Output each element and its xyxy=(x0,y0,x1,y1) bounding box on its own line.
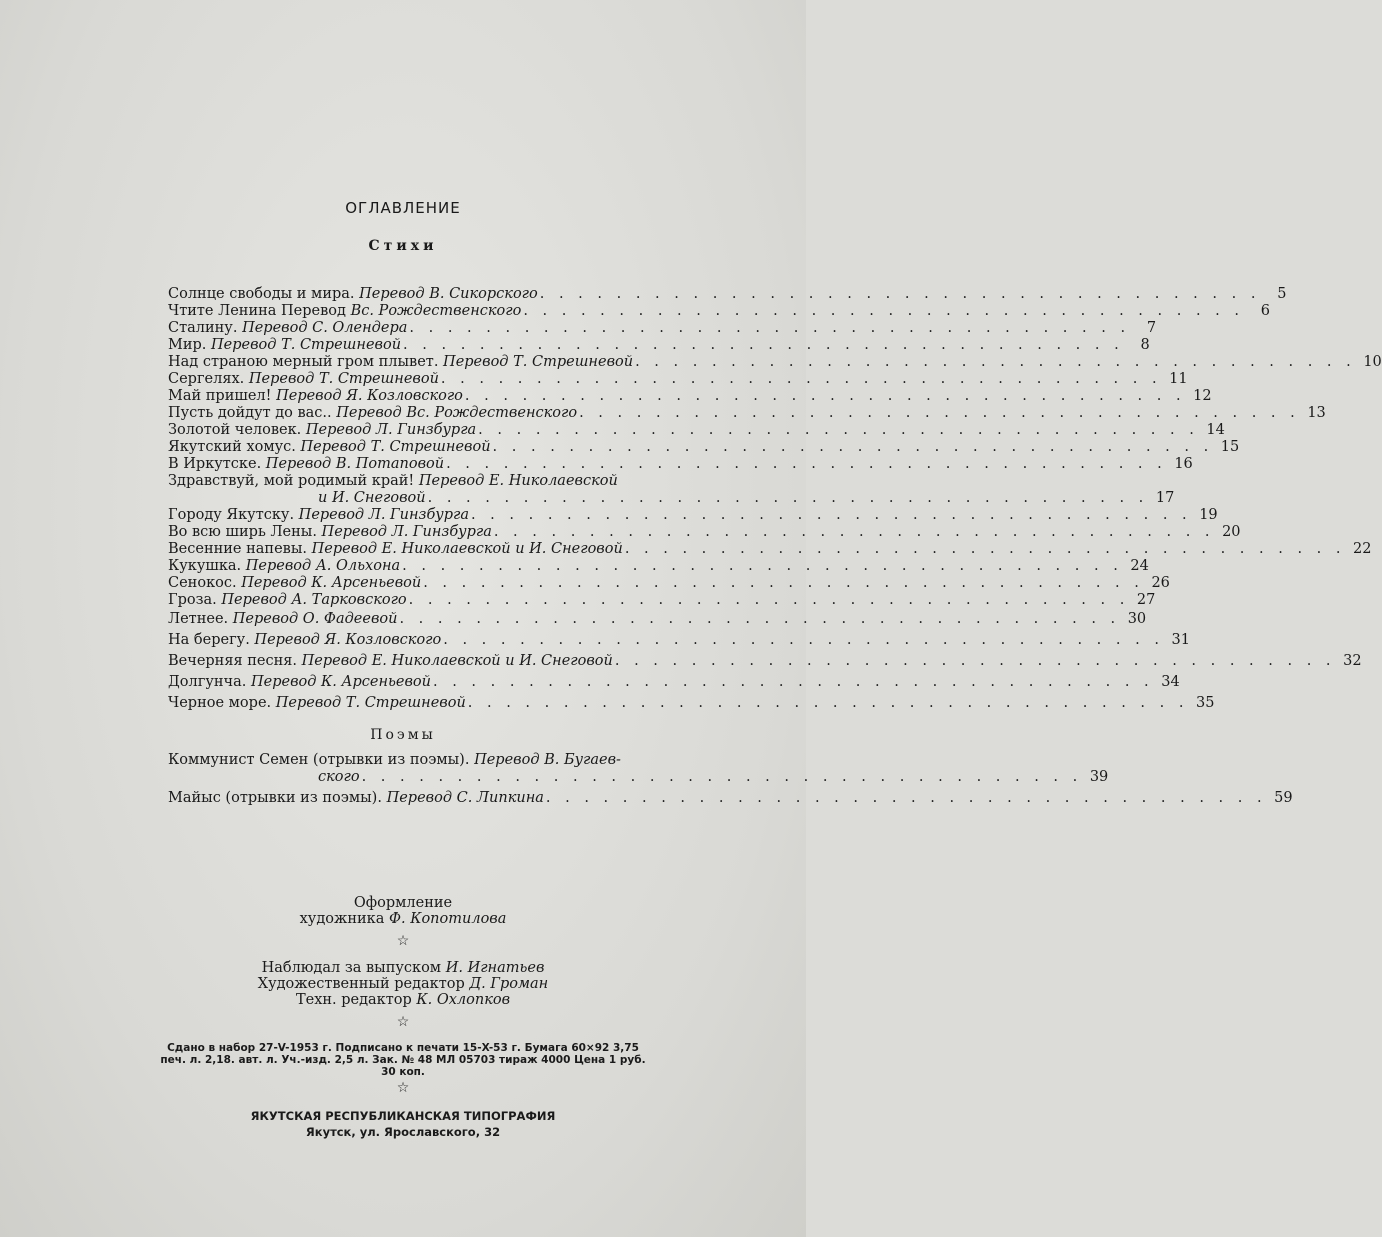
dot-leader: . . . . . . . . . . . . . . . . . . . . . . . . . . . . . . . . . . . . . . xyxy=(402,558,1123,574)
dot-leader: . . . . . . . . . . . . . . . . . . . . . . . . . . . . . . . . . . . . . . xyxy=(464,388,1186,404)
editors-credit xyxy=(0,960,806,1030)
toc-entry xyxy=(168,354,1382,371)
toc-entry-title: Мир. xyxy=(168,337,207,353)
page-number: 11 xyxy=(1169,371,1188,387)
star-icon: ☆ xyxy=(396,1014,410,1030)
designer-name: Ф. Копотилова xyxy=(388,911,507,927)
toc-entry-title: Черное море. xyxy=(168,695,272,711)
toc-entry-title: В Иркутске. xyxy=(168,456,262,472)
page-number: 13 xyxy=(1307,405,1326,421)
star-icon: ☆ xyxy=(396,1080,410,1096)
imprint-line1: Сдано в набор 27-V-1953 г. Подписано к печати 15-X-53 г. Бумага 60×92 3,75 xyxy=(167,1042,639,1054)
toc-entry xyxy=(168,439,1240,456)
toc-entry-translator: Перевод Т. Стрешневой xyxy=(211,337,402,353)
page-number: 5 xyxy=(1277,286,1287,302)
dot-leader: . . . . . . . . . . . . . . . . . . . . . . . . . . . . . . . . . . . . . . xyxy=(409,320,1131,336)
toc-poems-list xyxy=(168,286,1382,712)
toc-entry-text xyxy=(168,439,491,456)
toc-entry xyxy=(168,790,1293,807)
toc-entry-text xyxy=(168,286,538,303)
page-number: 12 xyxy=(1193,388,1212,404)
toc-entry xyxy=(168,320,1157,337)
toc-entry-text xyxy=(168,558,400,575)
toc-entry-translator: Перевод Т. Стрешневой xyxy=(300,439,491,455)
dot-leader: . . . . . . . . . . . . . . . . . . . . . . . . . . . . . . . . . . . . . . xyxy=(399,611,1121,627)
toc-entry-translator: Вс. Рождественского xyxy=(350,303,522,319)
page-number: 20 xyxy=(1222,524,1241,540)
toc-entry-text xyxy=(168,674,431,691)
page-number: 24 xyxy=(1130,558,1149,574)
toc-entry xyxy=(168,422,1225,439)
toc-entry-title: Сталину. xyxy=(168,320,238,336)
imprint-block xyxy=(0,1042,806,1094)
toc-entry xyxy=(168,653,1362,670)
supervisor-line xyxy=(0,960,806,976)
toc-entry-text xyxy=(168,541,623,558)
toc-entry xyxy=(168,541,1372,558)
toc-entry-text xyxy=(168,524,492,541)
page-number: 15 xyxy=(1220,439,1240,455)
dot-leader: . . . . . . . . . . . . . . . . . . . . . . . . . . . . . . . . . . . . . . xyxy=(443,632,1164,648)
printer-name: ЯКУТСКАЯ РЕСПУБЛИКАНСКАЯ ТИПОГРАФИЯ xyxy=(250,1109,556,1123)
toc-entry xyxy=(168,632,1190,649)
toc-entry-translator: Перевод Е. Николаевской и И. Снеговой xyxy=(301,653,613,669)
toc-entry-text xyxy=(168,695,466,712)
toc-entry-text xyxy=(168,388,463,405)
toc-entry-title: Весенние напевы. xyxy=(168,541,307,557)
toc-long-poems-list xyxy=(168,752,1293,807)
toc-entry-translator: Перевод В. Бугаев- xyxy=(474,752,621,768)
page-number: 39 xyxy=(1089,769,1109,785)
dot-leader: . . . . . . . . . . . . . . . . . . . . . . . . . . . . . . . . . . . . . . xyxy=(579,405,1300,421)
page-number: 31 xyxy=(1171,632,1190,648)
toc-entry-translator: Перевод К. Арсеньевой xyxy=(250,674,431,690)
toc-entry-text xyxy=(168,371,439,388)
toc-entry-title: Май пришел! xyxy=(168,388,272,404)
tech-editor-line xyxy=(0,992,806,1008)
toc-entry-title: Долгунча. xyxy=(168,674,247,690)
toc-entry-translator: Перевод В. Потаповой xyxy=(265,456,445,472)
toc-entry-text xyxy=(168,303,521,320)
toc-entry-text xyxy=(168,337,401,354)
toc-entry-text xyxy=(168,632,441,649)
printer-address: Якутск, ул. Ярославского, 32 xyxy=(305,1125,501,1139)
page-number: 59 xyxy=(1274,790,1293,806)
page-number: 34 xyxy=(1161,674,1180,690)
page-number: 32 xyxy=(1343,653,1362,669)
toc-entry-translator: Перевод А. Тарковского xyxy=(221,592,407,608)
toc-entry-title: Сергелях. xyxy=(168,371,245,387)
dot-leader: . . . . . . . . . . . . . . . . . . . . . . . . . . . . . . . . . . . . . . xyxy=(440,371,1162,387)
toc-entry-translator: Перевод Е. Николаевской xyxy=(418,473,618,489)
toc-entry-title: Здравствуй, мой родимый край! xyxy=(168,473,415,489)
toc-entry-title: Майыс (отрывки из поэмы). xyxy=(168,790,382,806)
section-heading-long-poems: Поэмы xyxy=(370,727,436,743)
dot-leader: . . . . . . . . . . . . . . . . . . . . . . . . . . . . . . . . . . . . . . xyxy=(624,541,1346,557)
toc-entry-translator: Перевод В. Сикорского xyxy=(359,286,538,302)
toc-entry-text xyxy=(168,456,444,473)
toc-entry-translator: Перевод С. Олендера xyxy=(242,320,408,336)
toc-entry-title: Якутский хомус. xyxy=(168,439,296,455)
toc-entry-title: Летнее. xyxy=(168,611,229,627)
toc-entry-title: Гроза. xyxy=(168,592,217,608)
toc-entry-continuation xyxy=(168,490,1175,507)
toc-title: ОГЛАВЛЕНИЕ xyxy=(345,199,461,217)
toc-entry-title: Солнце свободы и мира. xyxy=(168,286,355,302)
toc-entry xyxy=(168,337,1150,354)
toc-entry-translator: Перевод К. Арсеньевой xyxy=(241,575,422,591)
toc-entry-title: Над страною мерный гром плывет. xyxy=(168,354,439,370)
dot-leader: . . . . . . . . . . . . . . . . . . . . . . . . . . . . . . . . . . . . . . xyxy=(432,674,1154,690)
page-number: 7 xyxy=(1146,320,1157,336)
toc-entry xyxy=(168,524,1241,541)
printer-block xyxy=(0,1108,806,1140)
toc-entry-text xyxy=(168,507,469,524)
dot-leader: . . . . . . . . . . . . . . . . . . . . . . . . . . . . . . . . . . . . . . xyxy=(467,695,1189,711)
toc-entry-translator: Перевод Я. Козловского xyxy=(276,388,463,404)
supervisor-label: Наблюдал за выпуском xyxy=(261,960,442,976)
toc-entry-translator-cont: и И. Снеговой xyxy=(318,490,426,506)
dot-leader: . . . . . . . . . . . . . . . . . . . . . . . . . . . . . . . . . . . . . . xyxy=(403,337,1124,353)
toc-entry xyxy=(168,695,1215,712)
tech-editor-label: Техн. редактор xyxy=(295,992,412,1008)
design-label: художника xyxy=(299,911,385,927)
dot-leader: . . . . . . . . . . . . . . . . . . . . . . . . . . . . . . . . . . . . . . xyxy=(614,653,1336,669)
dot-leader: . . . . . . . . . . . . . . . . . . . . . . . . . . . . . . . . . . . . . . xyxy=(361,769,1083,785)
toc-entry-text xyxy=(168,320,407,337)
toc-entry-translator: Перевод Я. Козловского xyxy=(254,632,442,648)
toc-entry xyxy=(168,752,708,769)
toc-entry-translator: Перевод Т. Стрешневой xyxy=(443,354,634,370)
page-number: 22 xyxy=(1353,541,1372,557)
toc-entry-title: На берегу. xyxy=(168,632,250,648)
toc-entry-title: Вечерняя песня. xyxy=(168,653,298,669)
toc-entry xyxy=(168,473,708,490)
toc-entry-title: Чтите Ленина Перевод xyxy=(168,303,346,319)
page-number: 26 xyxy=(1151,575,1170,591)
page-number: 35 xyxy=(1196,695,1215,711)
toc-entry-text xyxy=(168,422,476,439)
dot-leader: . . . . . . . . . . . . . . . . . . . . . . . . . . . . . . . . . . . . . . xyxy=(492,439,1214,455)
page-number: 10 xyxy=(1363,354,1382,370)
dot-leader: . . . . . . . . . . . . . . . . . . . . . . . . . . . . . . . . . . . . . . xyxy=(478,422,1199,438)
art-editor-line xyxy=(0,976,806,992)
toc-entry xyxy=(168,592,1156,609)
toc-entry xyxy=(168,558,1149,575)
toc-entry-translator: Перевод А. Ольхона xyxy=(245,558,401,574)
toc-entry-text xyxy=(168,790,544,807)
design-line2 xyxy=(0,911,806,927)
toc-entry-translator: Перевод Л. Гинзбурга xyxy=(321,524,492,540)
star-icon: ☆ xyxy=(396,933,410,949)
toc-entry xyxy=(168,507,1218,524)
toc-entry-text xyxy=(168,354,633,371)
toc-entry-text xyxy=(168,653,613,670)
toc-entry-title: Пусть дойдут до вас.. xyxy=(168,405,332,421)
imprint-line2: печ. л. 2,18. авт. л. Уч.-изд. 2,5 л. Зак. № 48 МЛ 05703 тираж 4000 Цена 1 руб. xyxy=(160,1054,646,1066)
toc-entry-translator: Перевод С. Липкина xyxy=(386,790,544,806)
toc-entry-translator: Перевод Вс. Рождественского xyxy=(336,405,578,421)
toc-entry xyxy=(168,371,1188,388)
art-editor-name: Д. Громан xyxy=(469,976,549,992)
dot-leader: . . . . . . . . . . . . . . . . . . . . . . . . . . . . . . . . . . . . . . xyxy=(446,456,1167,472)
toc-entry-title: Золотой человек. xyxy=(168,422,302,438)
toc-entry xyxy=(168,286,1287,303)
toc-entry-translator: Перевод Т. Стрешневой xyxy=(248,371,439,387)
page-number: 30 xyxy=(1127,611,1147,627)
dot-leader: . . . . . . . . . . . . . . . . . . . . . . . . . . . . . . . . . . . . . . xyxy=(423,575,1144,591)
supervisor-name: И. Игнатьев xyxy=(445,960,545,976)
toc-entry xyxy=(168,303,1270,320)
design-line1: Оформление xyxy=(353,895,453,911)
toc-entry-title: Кукушка. xyxy=(168,558,242,574)
dot-leader: . . . . . . . . . . . . . . . . . . . . . . . . . . . . . . . . . . . . . . xyxy=(427,490,1149,506)
design-credit xyxy=(0,895,806,949)
toc-entry-title: Во всю ширь Лены. xyxy=(168,524,317,540)
toc-entry-translator: Перевод О. Фадеевой xyxy=(232,611,398,627)
dot-leader: . . . . . . . . . . . . . . . . . . . . . . . . . . . . . . . . . . . . . . xyxy=(523,303,1244,319)
dot-leader: . . . . . . . . . . . . . . . . . . . . . . . . . . . . . . . . . . . . . . xyxy=(470,507,1192,523)
dot-leader: . . . . . . . . . . . . . . . . . . . . . . . . . . . . . . . . . . . . . . xyxy=(545,790,1267,806)
page-number: 14 xyxy=(1206,422,1225,438)
toc-entry-text xyxy=(168,575,421,592)
toc-entry xyxy=(168,674,1180,691)
page-number: 17 xyxy=(1155,490,1175,506)
dot-leader: . . . . . . . . . . . . . . . . . . . . . . . . . . . . . . . . . . . . . . xyxy=(539,286,1261,302)
art-editor-label: Художественный редактор xyxy=(257,976,465,992)
toc-entry-text xyxy=(168,405,577,422)
dot-leader: . . . . . . . . . . . . . . . . . . . . . . . . . . . . . . . . . . . . . . xyxy=(408,592,1130,608)
page-number: 6 xyxy=(1260,303,1270,319)
toc-entry-text xyxy=(168,611,397,628)
page-number: 19 xyxy=(1199,507,1218,523)
tech-editor-name: К. Охлопков xyxy=(416,992,511,1008)
toc-entry-continuation xyxy=(168,769,1109,786)
toc-entry-translator: Перевод Е. Николаевской и И. Снеговой xyxy=(311,541,623,557)
toc-entry xyxy=(168,388,1212,405)
page-number: 16 xyxy=(1174,456,1193,472)
toc-entry-title: Сенокос. xyxy=(168,575,237,591)
imprint-line3: 30 коп. xyxy=(381,1066,425,1078)
toc-entry xyxy=(168,575,1170,592)
toc-entry-text xyxy=(168,752,621,769)
toc-entry-text xyxy=(168,473,618,490)
toc-entry xyxy=(168,611,1147,628)
toc-entry-translator: Перевод Л. Гинзбурга xyxy=(305,422,477,438)
dot-leader: . . . . . . . . . . . . . . . . . . . . . . . . . . . . . . . . . . . . . . xyxy=(493,524,1215,540)
toc-entry-translator: Перевод Т. Стрешневой xyxy=(275,695,466,711)
toc-entry-title: Городу Якутску. xyxy=(168,507,295,523)
toc-entry-translator: Перевод Л. Гинзбурга xyxy=(298,507,469,523)
section-heading-poems: Стихи xyxy=(368,238,438,254)
toc-entry-translator-cont: ского xyxy=(318,769,360,785)
toc-entry-text xyxy=(168,592,407,609)
page-number: 27 xyxy=(1136,592,1156,608)
page-number: 8 xyxy=(1140,337,1150,353)
toc-entry-title: Коммунист Семен (отрывки из поэмы). xyxy=(168,752,470,768)
toc-entry xyxy=(168,405,1326,422)
dot-leader: . . . . . . . . . . . . . . . . . . . . . . . . . . . . . . . . . . . . . . xyxy=(635,354,1356,370)
toc-entry xyxy=(168,456,1193,473)
